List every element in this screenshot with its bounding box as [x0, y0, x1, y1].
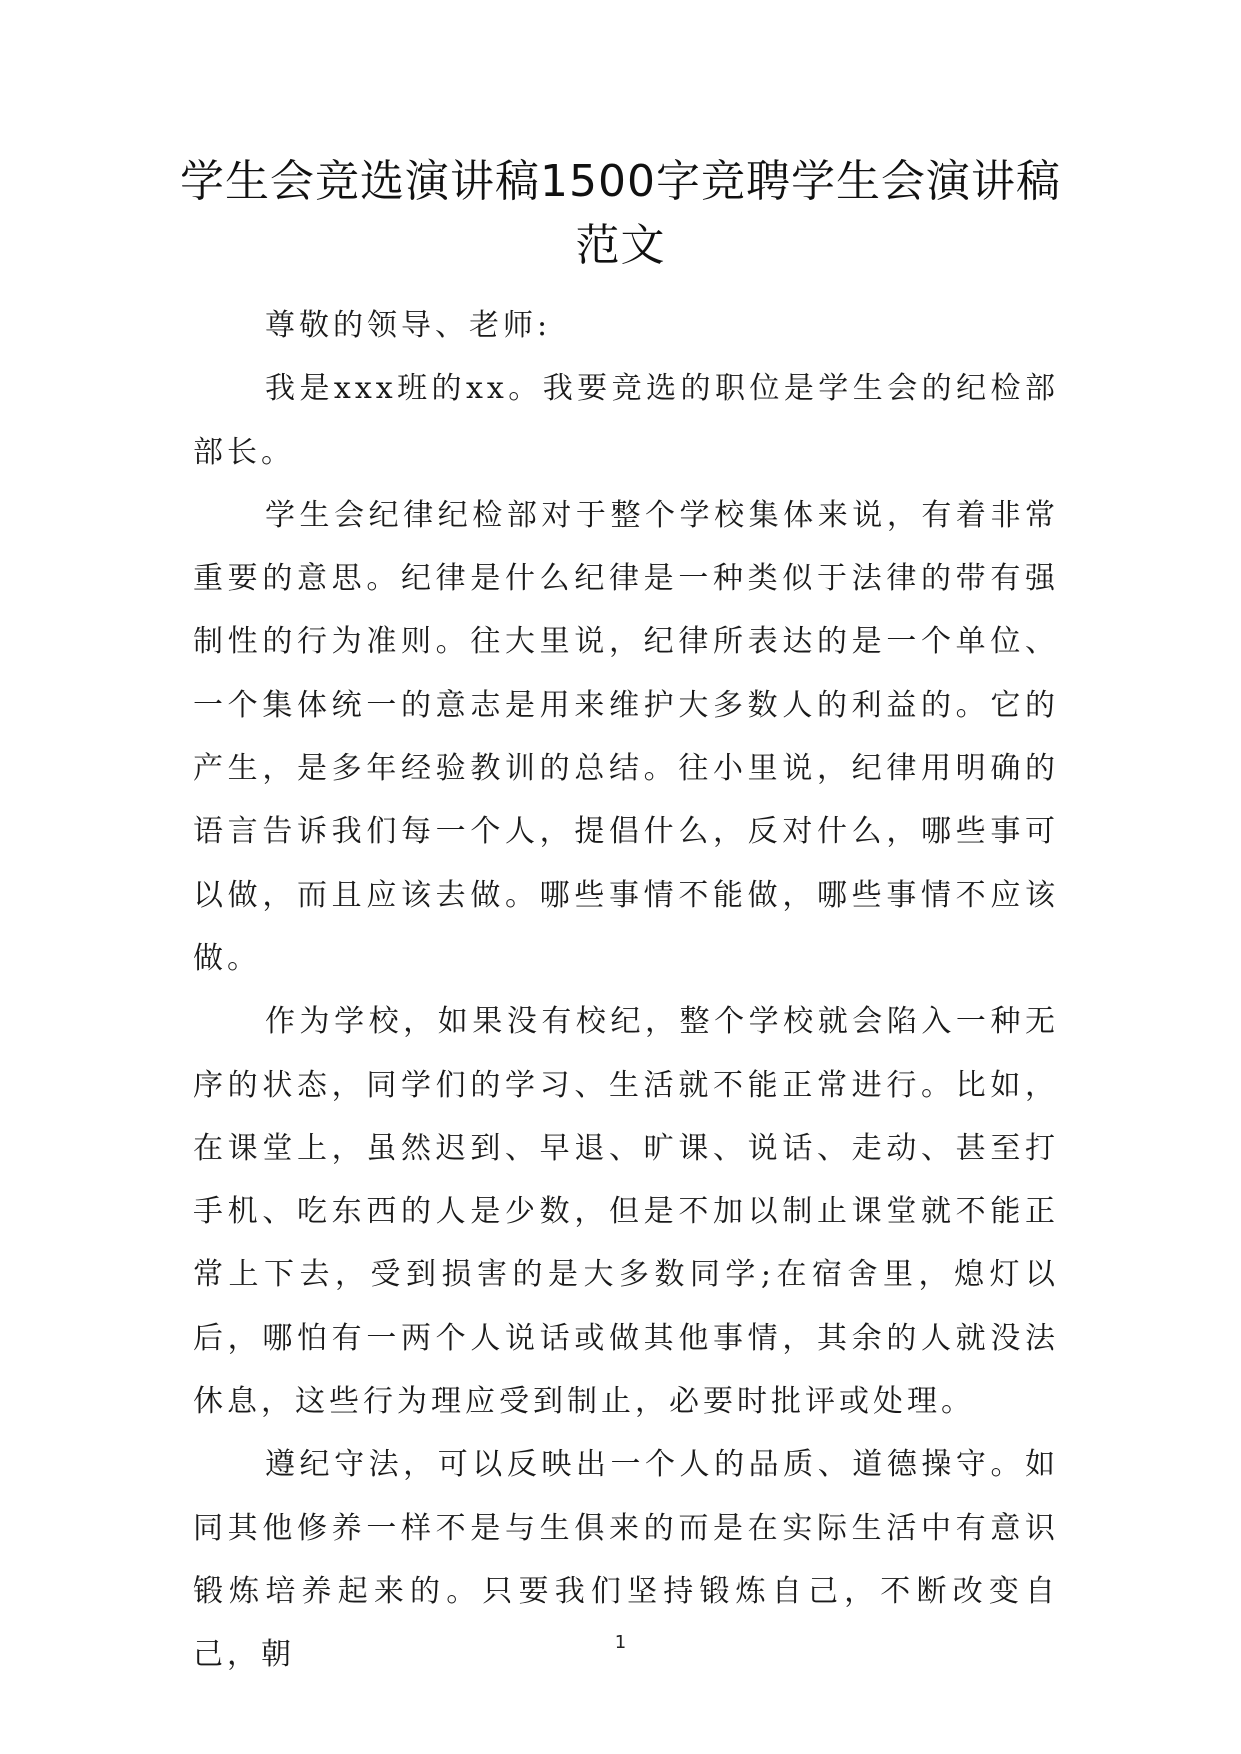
paragraph-introduction: 我是xxx班的xx。我要竞选的职位是学生会的纪检部部长。 — [193, 371, 1059, 470]
paragraph-school-order: 作为学校，如果没有校纪，整个学校就会陷入一种无序的状态，同学们的学习、生活就不能正常进行。比如，在课堂上，虽然迟到、早退、旷课、说话、走动、甚至打手机、吃东西的人是少数，但是不加以制止课堂就不能正常上下去，受到损害的是大多数同学;在宿舍里，熄灯以后，哪怕有一两个人说话或做其他事情，其余的人就没法休息，这些行为理应受到制止，必要时批评或处理。 — [193, 1004, 1059, 1420]
paragraph-discipline-meaning: 学生会纪律纪检部对于整个学校集体来说，有着非常重要的意思。纪律是什么纪律是一种类似于法律的带有强制性的行为准则。往大里说，纪律所表达的是一个单位、一个集体统一的意志是用来维护大多数人的利益的。它的产生，是多年经验教训的总结。往小里说，纪律用明确的语言告诉我们每一个人，提倡什么，反对什么，哪些事可以做，而且应该去做。哪些事情不能做，哪些事情不应该做。 — [193, 497, 1059, 976]
page-number: 1 — [614, 1632, 627, 1653]
paragraph-salutation: 尊敬的领导、老师: — [265, 308, 552, 343]
paragraph-character: 遵纪守法，可以反映出一个人的品质、道德操守。如同其他修养一样不是与生俱来的而是在实际生活中有意识锻炼培养起来的。只要我们坚持锻炼自己，不断改变自己，朝 — [193, 1447, 1059, 1673]
document-title: 学生会竞选演讲稿1500字竞聘学生会演讲稿范文 — [180, 156, 1061, 271]
document-body — [193, 294, 1059, 1687]
